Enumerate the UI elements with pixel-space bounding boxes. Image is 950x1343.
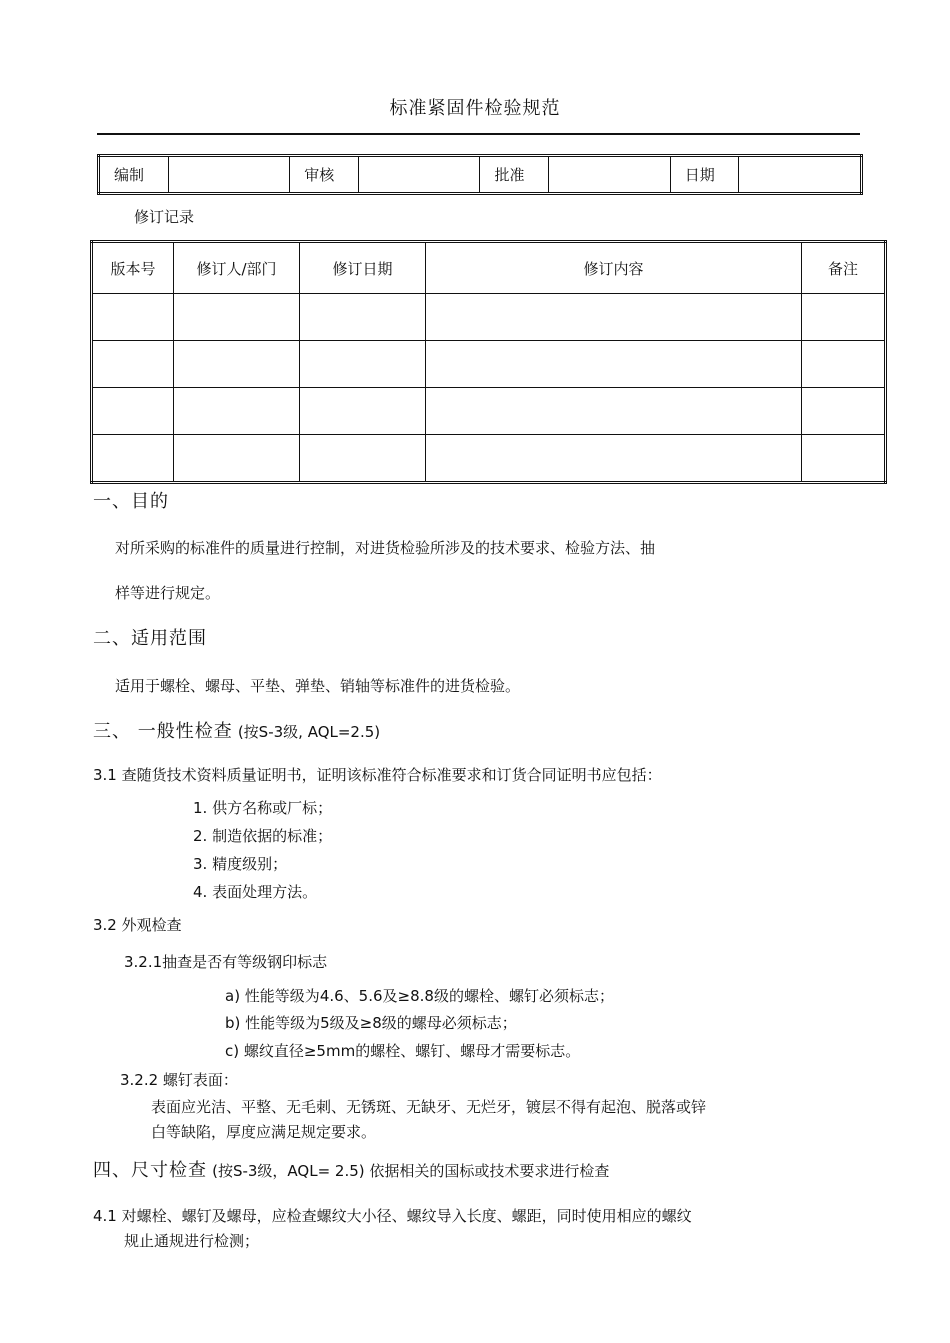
section-3-heading-note: (按S-3级, AQL=2.5) xyxy=(237,723,381,741)
list-item: b) 性能等级为5级及≥8级的螺母必须标志； xyxy=(225,1014,517,1032)
section-4-heading: 四、尺寸检查 xyxy=(93,1160,207,1181)
section-1-heading: 一、目的 xyxy=(93,491,169,512)
table-cell[interactable] xyxy=(426,341,802,388)
table-row xyxy=(92,435,886,483)
approval-value-compile[interactable] xyxy=(168,156,290,194)
approval-value-review[interactable] xyxy=(358,156,480,194)
table-cell[interactable] xyxy=(300,341,426,388)
table-cell[interactable] xyxy=(300,388,426,435)
approval-label-approve: 批准 xyxy=(480,156,549,194)
section-3-heading-row xyxy=(93,717,380,743)
approval-label-date: 日期 xyxy=(670,156,739,194)
revision-table xyxy=(90,240,887,484)
approval-label-compile: 编制 xyxy=(99,156,169,194)
table-cell[interactable] xyxy=(300,435,426,483)
table-cell[interactable] xyxy=(92,388,174,435)
section-4-heading-row xyxy=(93,1156,609,1182)
section-3-1-text: 3.1 查随货技术资料质量证明书，证明该标准符合标准要求和订货合同证明书应包括： xyxy=(93,766,662,784)
revision-header-content: 修订内容 xyxy=(426,242,802,294)
section-1-text-line2: 样等进行规定。 xyxy=(115,584,221,602)
section-3-2-heading: 3.2 外观检查 xyxy=(93,916,182,934)
section-3-heading: 三、 一般性检查 xyxy=(93,721,233,742)
revision-header-version: 版本号 xyxy=(92,242,174,294)
section-2-text: 适用于螺栓、螺母、平垫、弹垫、销轴等标准件的进货检验。 xyxy=(115,677,521,695)
table-cell[interactable] xyxy=(174,341,300,388)
title-rule xyxy=(97,133,860,135)
table-cell[interactable] xyxy=(174,388,300,435)
revision-header-reviser: 修订人/部门 xyxy=(174,242,300,294)
approval-value-approve[interactable] xyxy=(549,156,671,194)
section-4-heading-note: (按S-3级，AQL= 2.5) 依据相关的国标或技术要求进行检查 xyxy=(212,1162,610,1180)
list-item: 4. 表面处理方法。 xyxy=(193,883,318,901)
table-cell[interactable] xyxy=(300,294,426,341)
revision-header-date: 修订日期 xyxy=(300,242,426,294)
section-4-1-text-line2: 规止通规进行检测； xyxy=(124,1232,260,1250)
section-1-text-line1: 对所采购的标准件的质量进行控制，对进货检验所涉及的技术要求、检验方法、抽 xyxy=(115,539,656,557)
approval-table xyxy=(97,154,863,195)
approval-label-review: 审核 xyxy=(290,156,359,194)
approval-value-date[interactable] xyxy=(739,156,862,194)
table-cell[interactable] xyxy=(802,388,886,435)
table-cell[interactable] xyxy=(802,341,886,388)
table-cell[interactable] xyxy=(426,294,802,341)
table-cell[interactable] xyxy=(802,294,886,341)
table-row xyxy=(92,341,886,388)
table-row xyxy=(92,388,886,435)
table-row xyxy=(92,294,886,341)
table-cell[interactable] xyxy=(426,388,802,435)
section-2-heading: 二、适用范围 xyxy=(93,628,207,649)
list-item: 2. 制造依据的标准； xyxy=(193,827,333,845)
document-title: 标准紧固件检验规范 xyxy=(389,98,561,119)
section-3-2-2-text-line2: 白等缺陷，厚度应满足规定要求。 xyxy=(151,1123,377,1141)
table-cell[interactable] xyxy=(174,294,300,341)
revision-header-remark: 备注 xyxy=(802,242,886,294)
section-3-2-2-text-line1: 表面应光洁、平整、无毛刺、无锈斑、无缺牙、无烂牙，镀层不得有起泡、脱落或锌 xyxy=(151,1098,707,1116)
table-cell[interactable] xyxy=(174,435,300,483)
table-cell[interactable] xyxy=(426,435,802,483)
list-item: 1. 供方名称或厂标； xyxy=(193,799,333,817)
list-item: 3. 精度级别； xyxy=(193,855,288,873)
table-cell[interactable] xyxy=(92,435,174,483)
table-cell[interactable] xyxy=(92,341,174,388)
list-item: a) 性能等级为4.6、5.6及≥8.8级的螺栓、螺钉必须标志； xyxy=(225,987,614,1005)
table-cell[interactable] xyxy=(92,294,174,341)
revision-caption: 修订记录 xyxy=(134,208,195,226)
section-3-2-1-heading: 3.2.1抽查是否有等级钢印标志 xyxy=(124,953,328,971)
table-cell[interactable] xyxy=(802,435,886,483)
section-4-1-text-line1: 4.1 对螺栓、螺钉及螺母，应检查螺纹大小径、螺纹导入长度、螺距，同时使用相应的螺纹 xyxy=(93,1207,692,1225)
list-item: c) 螺纹直径≥5mm的螺栓、螺钉、螺母才需要标志。 xyxy=(225,1042,581,1060)
section-3-2-2-heading: 3.2.2 螺钉表面： xyxy=(120,1071,238,1089)
